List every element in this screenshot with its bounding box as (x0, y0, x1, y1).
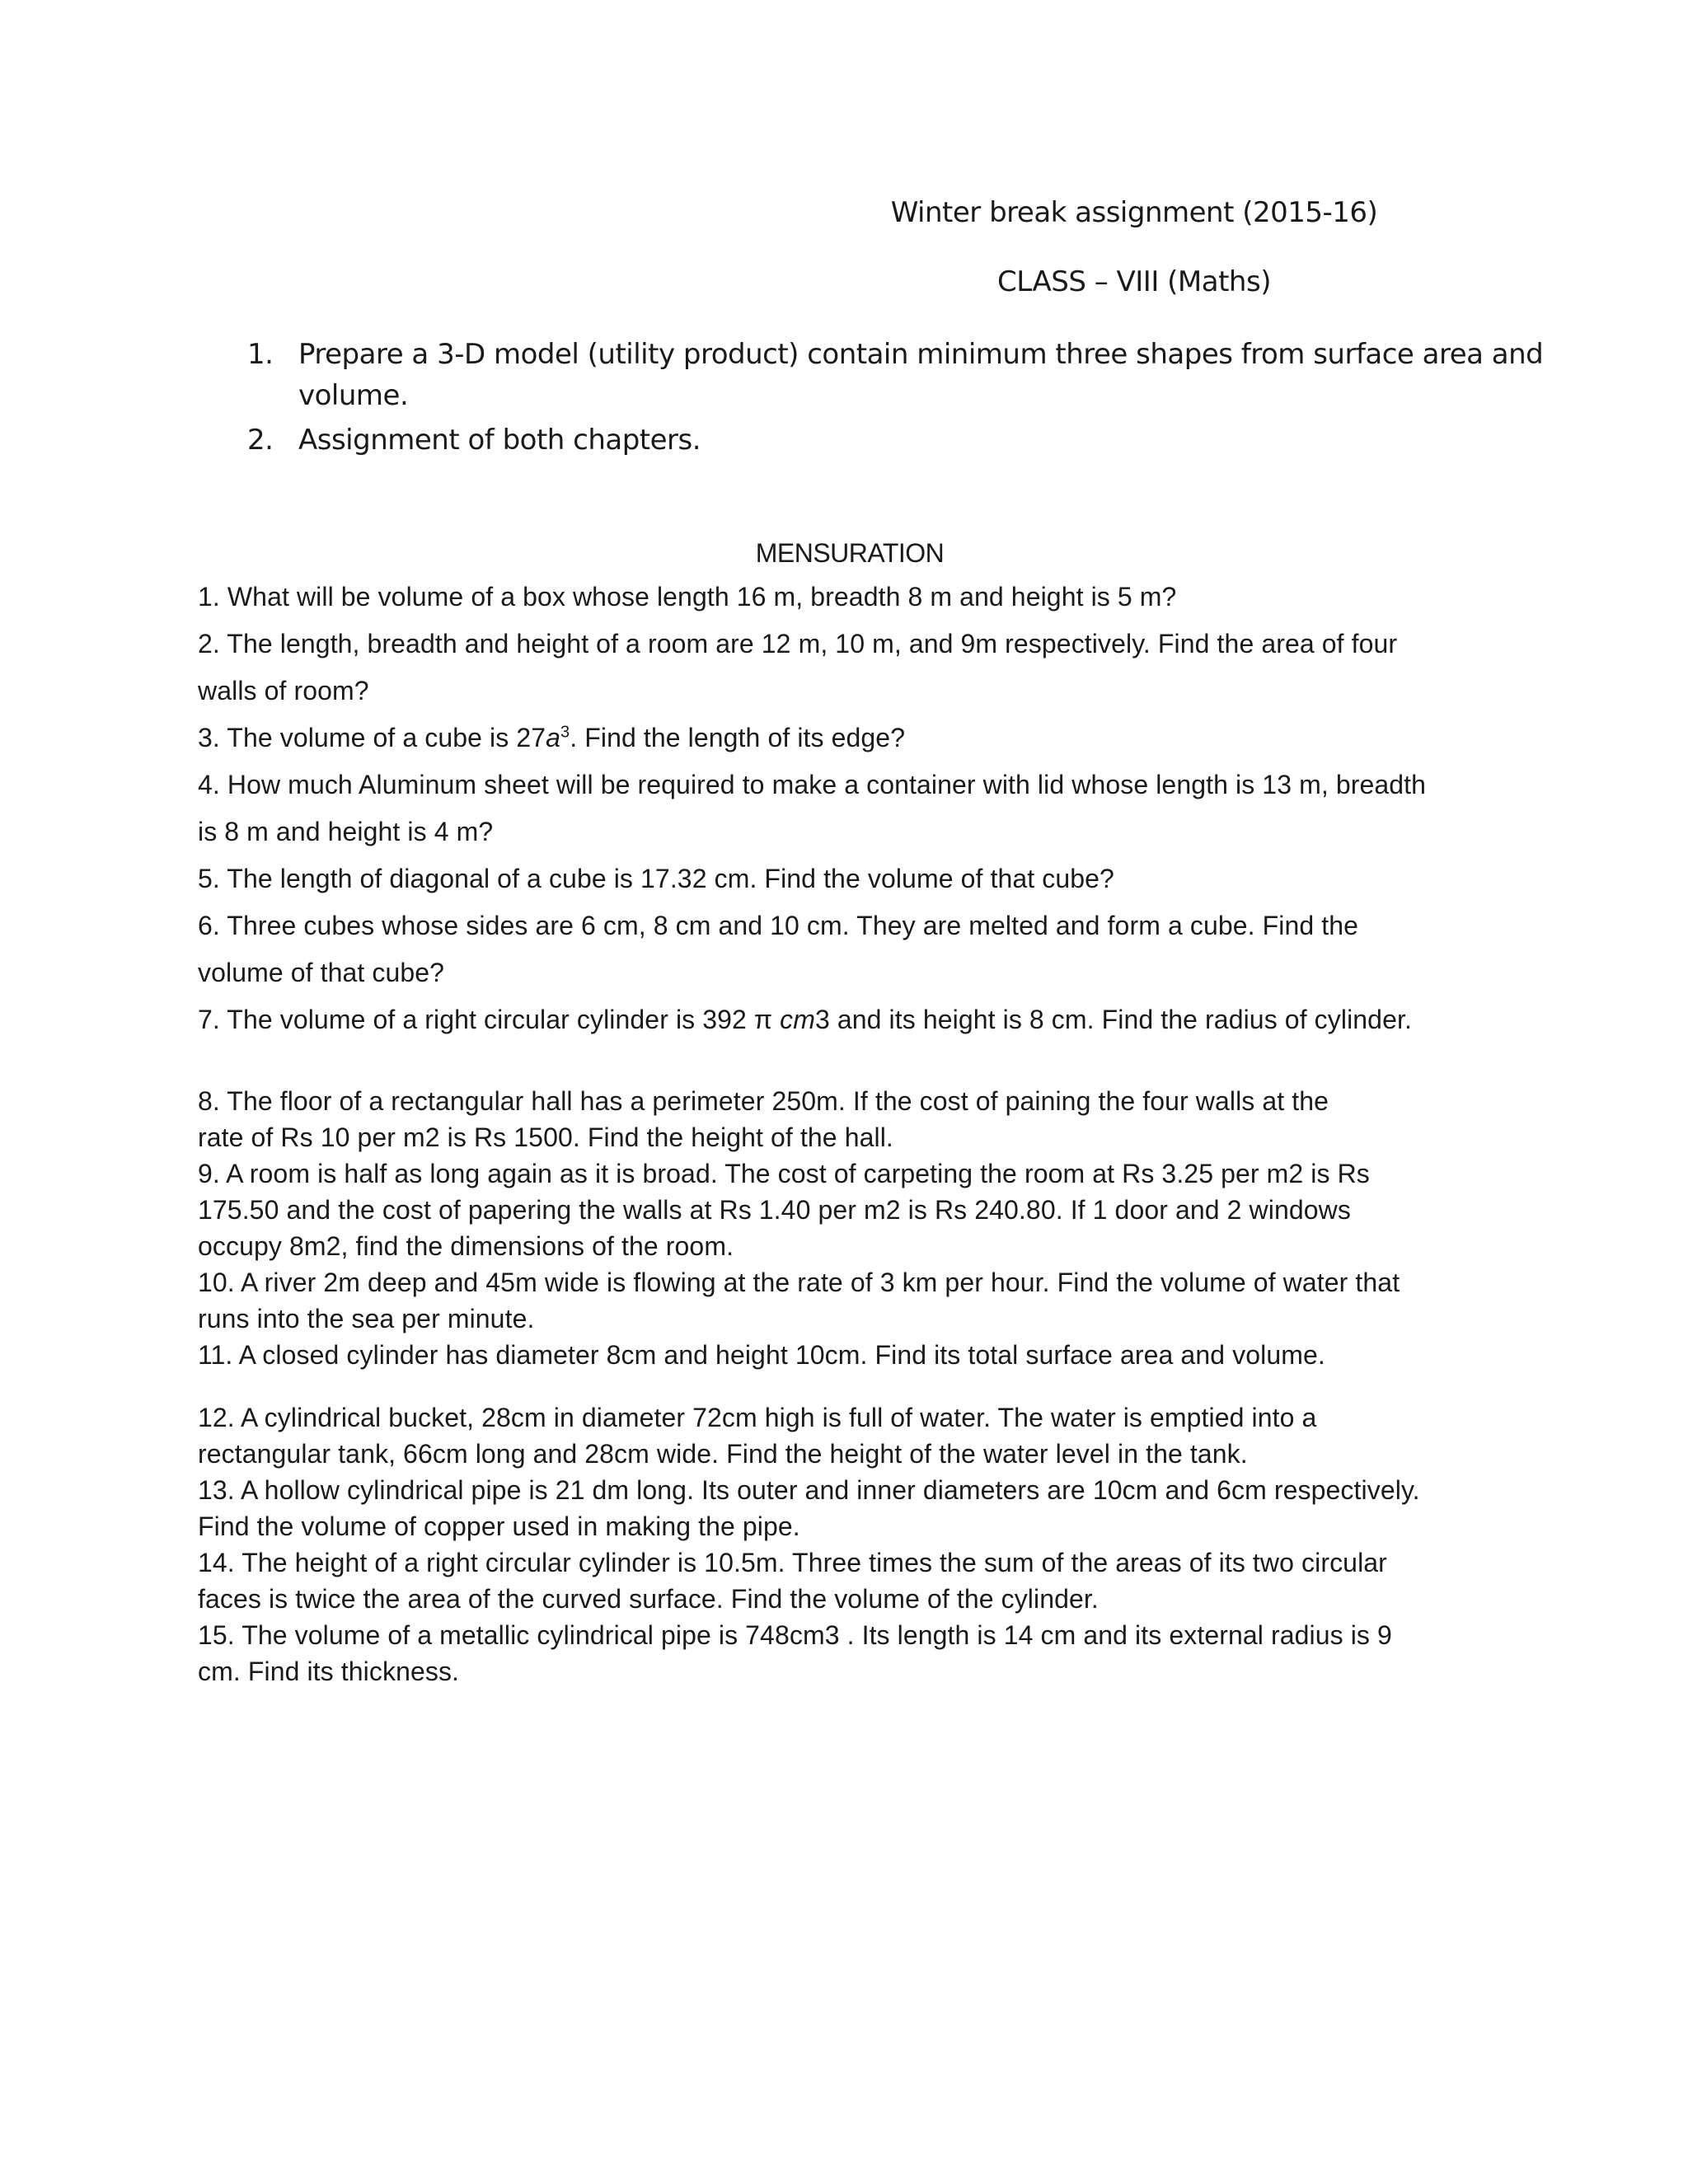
question-3 (198, 723, 905, 753)
question-3-text-end: . Find the length of its edge? (570, 723, 906, 752)
question-15-continued: cm. Find its thickness. (198, 1657, 460, 1686)
task-text: volume. (298, 379, 409, 412)
question-9-continued-2: occupy 8m2, find the dimensions of the room. (198, 1231, 734, 1261)
question-12: 12. A cylindrical bucket, 28cm in diameter 72cm high is full of water. The water is emptied into a (198, 1403, 1317, 1432)
question-5: 5. The length of diagonal of a cube is 17.32 cm. Find the volume of that cube? (198, 864, 1114, 893)
exponent: 3 (560, 723, 570, 742)
question-12-continued: rectangular tank, 66cm long and 28cm wide. Find the height of the water level in the tank. (198, 1439, 1248, 1469)
variable-a: a (546, 723, 561, 752)
question-7 (198, 1005, 1412, 1035)
question-9: 9. A room is half as long again as it is broad. The cost of carpeting the room at Rs 3.25 per m2 is Rs (198, 1159, 1370, 1188)
question-6: 6. Three cubes whose sides are 6 cm, 8 cm and 10 cm. They are melted and form a cube. Find the (198, 911, 1359, 940)
question-13: 13. A hollow cylindrical pipe is 21 dm long. Its outer and inner diameters are 10cm and 6cm respectively. (198, 1475, 1420, 1505)
question-14: 14. The height of a right circular cylinder is 10.5m. Three times the sum of the areas of its two circular (198, 1548, 1387, 1577)
question-2-continued: walls of room? (198, 676, 369, 705)
question-9-continued: 175.50 and the cost of papering the walls at Rs 1.40 per m2 is Rs 240.80. If 1 door and 2 windows (198, 1195, 1351, 1225)
assignment-title: Winter break assignment (2015-16) (890, 196, 1378, 229)
question-10: 10. A river 2m deep and 45m wide is flowing at the rate of 3 km per hour. Find the volume of water that (198, 1268, 1400, 1297)
question-14-continued: faces is twice the area of the curved surface. Find the volume of the cylinder. (198, 1584, 1099, 1614)
question-7-text: 7. The volume of a right circular cylinder is 392 π (198, 1005, 781, 1034)
question-10-continued: runs into the sea per minute. (198, 1304, 535, 1333)
unit-cm: cm (780, 1005, 815, 1034)
question-8-continued: rate of Rs 10 per m2 is Rs 1500. Find the height of the hall. (198, 1122, 893, 1152)
question-15: 15. The volume of a metallic cylindrical pipe is 748cm3 . Its length is 14 cm and its external radius is 9 (198, 1620, 1392, 1650)
task-text: Assignment of both chapters. (298, 424, 701, 457)
question-3-text: 3. The volume of a cube is 27 (198, 723, 546, 752)
question-11: 11. A closed cylinder has diameter 8cm and height 10cm. Find its total surface area and volume. (198, 1340, 1325, 1370)
task-number: 2. (247, 424, 274, 457)
question-7-text-end: 3 and its height is 8 cm. Find the radius of cylinder. (814, 1005, 1412, 1034)
section-heading: MENSURATION (755, 538, 945, 568)
task-number: 1. (247, 338, 274, 371)
question-2: 2. The length, breadth and height of a room are 12 m, 10 m, and 9m respectively. Find the area of four (198, 629, 1398, 658)
question-8: 8. The floor of a rectangular hall has a perimeter 250m. If the cost of paining the four walls at the (198, 1086, 1329, 1116)
question-13-continued: Find the volume of copper used in making the pipe. (198, 1511, 800, 1541)
question-4-continued: is 8 m and height is 4 m? (198, 817, 494, 846)
question-4: 4. How much Aluminum sheet will be required to make a container with lid whose length is 13 m, breadth (198, 770, 1427, 799)
task-text: Prepare a 3-D model (utility product) contain minimum three shapes from surface area and (298, 338, 1544, 371)
class-subtitle: CLASS – VIII (Maths) (997, 265, 1271, 298)
question-1: 1. What will be volume of a box whose length 16 m, breadth 8 m and height is 5 m? (198, 582, 1177, 612)
question-6-continued: volume of that cube? (198, 958, 445, 987)
